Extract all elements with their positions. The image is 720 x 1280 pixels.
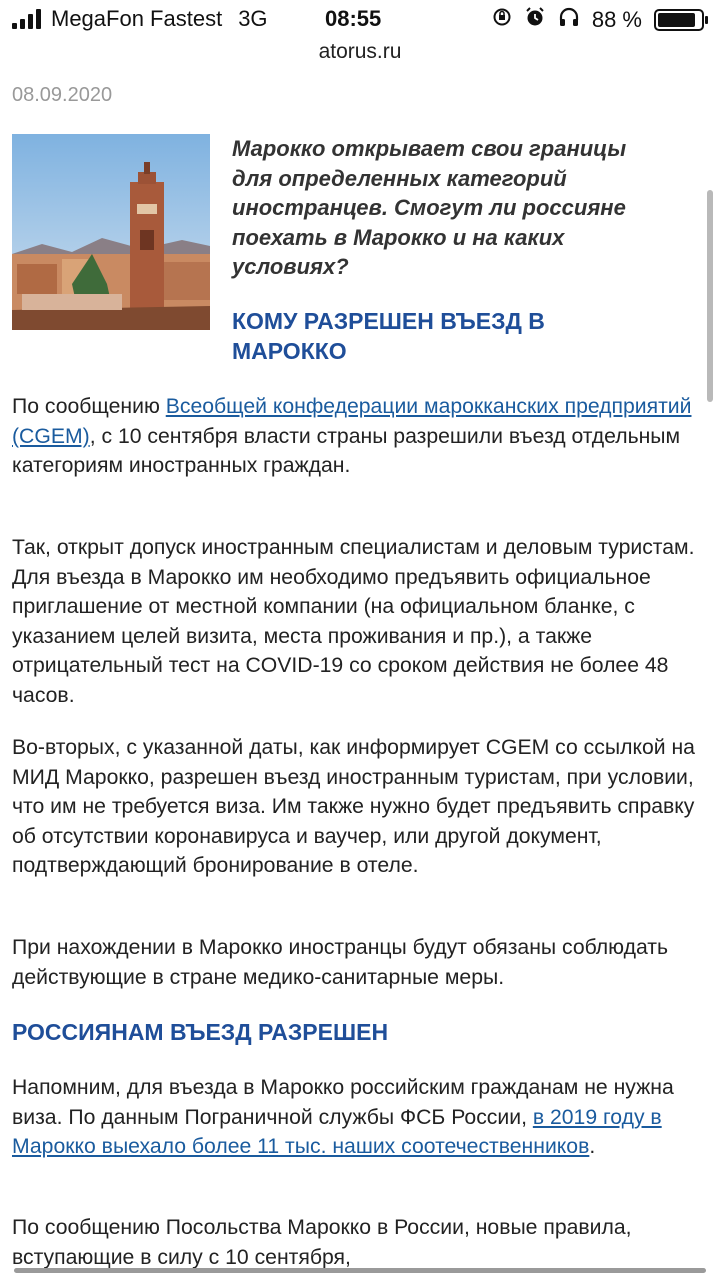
paragraph-2: Так, открыт допуск иностранным специалистам и деловым туристам. Для въезда в Марокко им необходимо предъявить официальное приглашение от местной компании (на официальном бланке, с указанием целей визита, места проживания и пр.), а также отрицательный тест на COVID-19 со сроком действия не более 48 часов.: [12, 536, 695, 707]
article-date: 08.09.2020: [12, 84, 113, 106]
article-image: [12, 134, 210, 330]
signal-icon: [12, 9, 41, 29]
carrier-name: MegaFon Fastest: [51, 6, 223, 31]
paragraph-5: [12, 1073, 702, 1162]
network-type: 3G: [238, 6, 268, 31]
paragraph-5-text: Напомним, для въезда в Марокко российским гражданам не нужна виза. По данным Пограничной службы ФСБ России,: [12, 1076, 674, 1129]
scrollbar[interactable]: [707, 190, 713, 402]
battery-level: [658, 13, 695, 27]
paragraph-3: Во-вторых, с указанной даты, как информирует CGEM со ссылкой на МИД Марокко, разрешен въезд иностранным туристам, при условии, что им не требуется виза. Им также нужно будет предъявить справку об отсутствии коронавируса и ваучер, или другой документ, подтверждающий бронирование в отеле.: [12, 736, 695, 877]
home-indicator: [14, 1268, 706, 1273]
paragraph-1-text: По сообщению: [12, 395, 166, 418]
paragraph-5-text-end: .: [589, 1135, 596, 1158]
battery-percent: 88 %: [591, 7, 642, 32]
paragraph-4: При нахождении в Марокко иностранцы будут обязаны соблюдать действующие в стране медико-санитарные меры.: [12, 936, 669, 989]
section-heading-entry: КОМУ РАЗРЕШЕН ВЪЕЗД В МАРОККО: [232, 308, 545, 364]
cgem-link[interactable]: Всеобщей конфедерации марокканских предприятий (CGEM): [12, 395, 692, 448]
lock-rotation-icon: [492, 7, 512, 33]
paragraph-1: [12, 392, 702, 481]
alarm-icon: [524, 6, 546, 34]
fsb-stats-link[interactable]: в 2019 году в Марокко выехало более 11 тыс. наших соотечественников: [12, 1105, 662, 1158]
status-bar: [0, 0, 720, 40]
section-heading-russians: РОССИЯНАМ ВЪЕЗД РАЗРЕШЕН: [12, 1019, 389, 1045]
headphones-icon: [558, 6, 580, 34]
paragraph-1-text-end: , с 10 сентября власти страны разрешили въезд отдельным категориям иностранных граждан.: [12, 424, 681, 477]
address-bar-url[interactable]: atorus.ru: [318, 40, 402, 63]
status-left: [12, 6, 268, 32]
paragraph-6: По сообщению Посольства Марокко в России, новые правила, вступающие в силу с 10 сентября,: [12, 1216, 632, 1269]
article-lead: Марокко открывает свои границы для определенных категорий иностранцев. Смогут ли россияне поехать в Марокко и на каких условиях?: [232, 136, 627, 279]
clock: 08:55: [325, 6, 382, 31]
battery-icon: [654, 9, 704, 31]
status-right: [492, 6, 704, 34]
